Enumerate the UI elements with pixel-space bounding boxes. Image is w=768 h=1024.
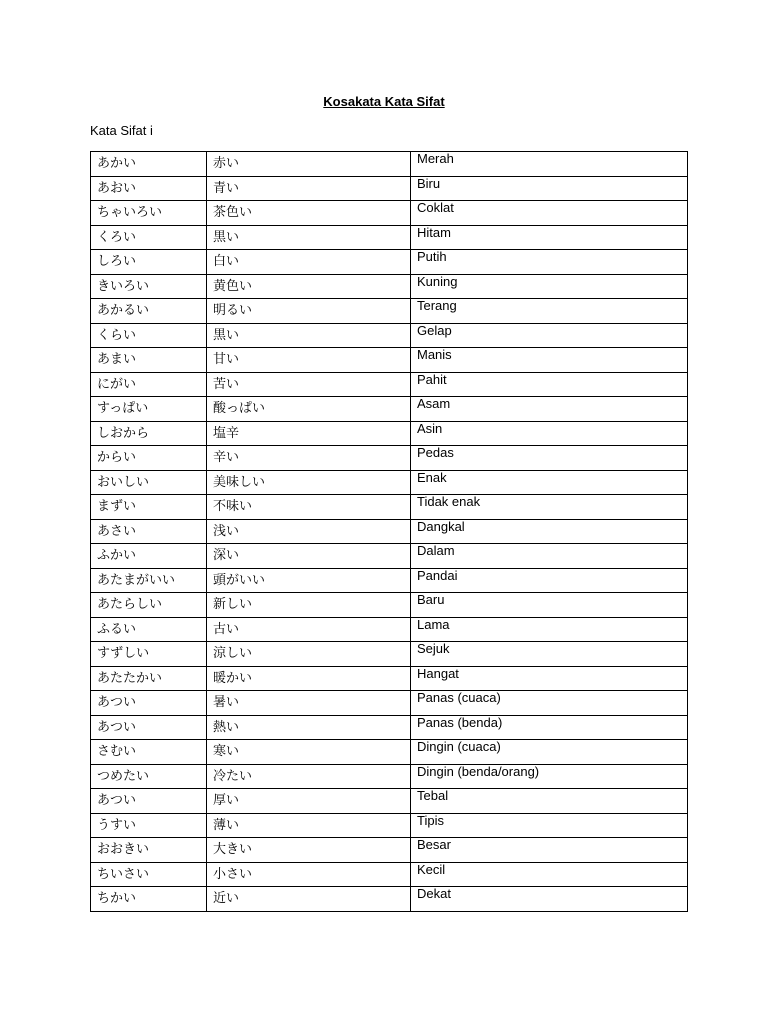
kana-cell: あたまがいい — [91, 568, 207, 593]
meaning-cell: Gelap — [411, 323, 688, 348]
table-row — [91, 691, 688, 716]
table-row — [91, 470, 688, 495]
kana-cell: あまい — [91, 348, 207, 373]
meaning-cell: Biru — [411, 176, 688, 201]
kanji-cell: 明るい — [207, 299, 411, 324]
meaning-cell: Kuning — [411, 274, 688, 299]
table-row — [91, 152, 688, 177]
table-row — [91, 397, 688, 422]
table-row — [91, 544, 688, 569]
table-row — [91, 642, 688, 667]
table-row — [91, 568, 688, 593]
kanji-cell: 黒い — [207, 225, 411, 250]
kanji-cell: 冷たい — [207, 764, 411, 789]
meaning-cell: Coklat — [411, 201, 688, 226]
meaning-cell: Panas (cuaca) — [411, 691, 688, 716]
kana-cell: おおきい — [91, 838, 207, 863]
table-row — [91, 862, 688, 887]
kanji-cell: 古い — [207, 617, 411, 642]
table-row — [91, 176, 688, 201]
meaning-cell: Tidak enak — [411, 495, 688, 520]
meaning-cell: Dangkal — [411, 519, 688, 544]
meaning-cell: Pedas — [411, 446, 688, 471]
table-row — [91, 372, 688, 397]
table-row — [91, 593, 688, 618]
kanji-cell: 暑い — [207, 691, 411, 716]
kana-cell: ふかい — [91, 544, 207, 569]
kanji-cell: 薄い — [207, 813, 411, 838]
kana-cell: あたたかい — [91, 666, 207, 691]
table-row — [91, 250, 688, 275]
meaning-cell: Asam — [411, 397, 688, 422]
meaning-cell: Enak — [411, 470, 688, 495]
kanji-cell: 頭がいい — [207, 568, 411, 593]
kanji-cell: 近い — [207, 887, 411, 912]
table-row — [91, 446, 688, 471]
kana-cell: からい — [91, 446, 207, 471]
kanji-cell: 暖かい — [207, 666, 411, 691]
kana-cell: おいしい — [91, 470, 207, 495]
kanji-cell: 青い — [207, 176, 411, 201]
meaning-cell: Merah — [411, 152, 688, 177]
kana-cell: あつい — [91, 715, 207, 740]
kanji-cell: 浅い — [207, 519, 411, 544]
table-row — [91, 495, 688, 520]
kana-cell: さむい — [91, 740, 207, 765]
table-row — [91, 201, 688, 226]
kana-cell: うすい — [91, 813, 207, 838]
kanji-cell: 辛い — [207, 446, 411, 471]
kanji-cell: 小さい — [207, 862, 411, 887]
table-row — [91, 887, 688, 912]
meaning-cell: Dekat — [411, 887, 688, 912]
meaning-cell: Baru — [411, 593, 688, 618]
section-heading: Kata Sifat i — [90, 123, 153, 138]
meaning-cell: Dalam — [411, 544, 688, 569]
table-row — [91, 348, 688, 373]
kana-cell: しろい — [91, 250, 207, 275]
kana-cell: あつい — [91, 691, 207, 716]
kanji-cell: 塩辛 — [207, 421, 411, 446]
kanji-cell: 苦い — [207, 372, 411, 397]
kanji-cell: 熱い — [207, 715, 411, 740]
meaning-cell: Lama — [411, 617, 688, 642]
kana-cell: あさい — [91, 519, 207, 544]
kana-cell: すっぱい — [91, 397, 207, 422]
kana-cell: あつい — [91, 789, 207, 814]
kana-cell: くらい — [91, 323, 207, 348]
meaning-cell: Tebal — [411, 789, 688, 814]
kana-cell: ふるい — [91, 617, 207, 642]
kana-cell: まずい — [91, 495, 207, 520]
kanji-cell: 黒い — [207, 323, 411, 348]
kana-cell: ちいさい — [91, 862, 207, 887]
table-row — [91, 740, 688, 765]
kanji-cell: 涼しい — [207, 642, 411, 667]
meaning-cell: Dingin (cuaca) — [411, 740, 688, 765]
meaning-cell: Terang — [411, 299, 688, 324]
kana-cell: つめたい — [91, 764, 207, 789]
table-row — [91, 421, 688, 446]
kana-cell: あかるい — [91, 299, 207, 324]
vocabulary-table-body — [91, 152, 688, 912]
meaning-cell: Dingin (benda/orang) — [411, 764, 688, 789]
table-row — [91, 838, 688, 863]
table-row — [91, 666, 688, 691]
meaning-cell: Manis — [411, 348, 688, 373]
kana-cell: にがい — [91, 372, 207, 397]
meaning-cell: Putih — [411, 250, 688, 275]
kana-cell: しおから — [91, 421, 207, 446]
meaning-cell: Panas (benda) — [411, 715, 688, 740]
meaning-cell: Asin — [411, 421, 688, 446]
kana-cell: あおい — [91, 176, 207, 201]
kana-cell: きいろい — [91, 274, 207, 299]
kanji-cell: 赤い — [207, 152, 411, 177]
kanji-cell: 不味い — [207, 495, 411, 520]
table-row — [91, 617, 688, 642]
table-row — [91, 764, 688, 789]
kanji-cell: 甘い — [207, 348, 411, 373]
kana-cell: あかい — [91, 152, 207, 177]
meaning-cell: Hitam — [411, 225, 688, 250]
table-row — [91, 715, 688, 740]
meaning-cell: Tipis — [411, 813, 688, 838]
kana-cell: あたらしい — [91, 593, 207, 618]
table-row — [91, 225, 688, 250]
kana-cell: ちゃいろい — [91, 201, 207, 226]
kanji-cell: 茶色い — [207, 201, 411, 226]
table-row — [91, 789, 688, 814]
kanji-cell: 寒い — [207, 740, 411, 765]
table-row — [91, 274, 688, 299]
table-row — [91, 519, 688, 544]
table-row — [91, 813, 688, 838]
kanji-cell: 大きい — [207, 838, 411, 863]
table-row — [91, 323, 688, 348]
meaning-cell: Kecil — [411, 862, 688, 887]
kanji-cell: 酸っぱい — [207, 397, 411, 422]
vocabulary-table — [90, 151, 688, 912]
meaning-cell: Pahit — [411, 372, 688, 397]
kana-cell: すずしい — [91, 642, 207, 667]
kanji-cell: 深い — [207, 544, 411, 569]
kana-cell: くろい — [91, 225, 207, 250]
table-row — [91, 299, 688, 324]
kana-cell: ちかい — [91, 887, 207, 912]
meaning-cell: Besar — [411, 838, 688, 863]
kanji-cell: 厚い — [207, 789, 411, 814]
meaning-cell: Pandai — [411, 568, 688, 593]
kanji-cell: 黄色い — [207, 274, 411, 299]
kanji-cell: 新しい — [207, 593, 411, 618]
meaning-cell: Sejuk — [411, 642, 688, 667]
kanji-cell: 白い — [207, 250, 411, 275]
page-title: Kosakata Kata Sifat — [323, 94, 445, 109]
meaning-cell: Hangat — [411, 666, 688, 691]
kanji-cell: 美味しい — [207, 470, 411, 495]
